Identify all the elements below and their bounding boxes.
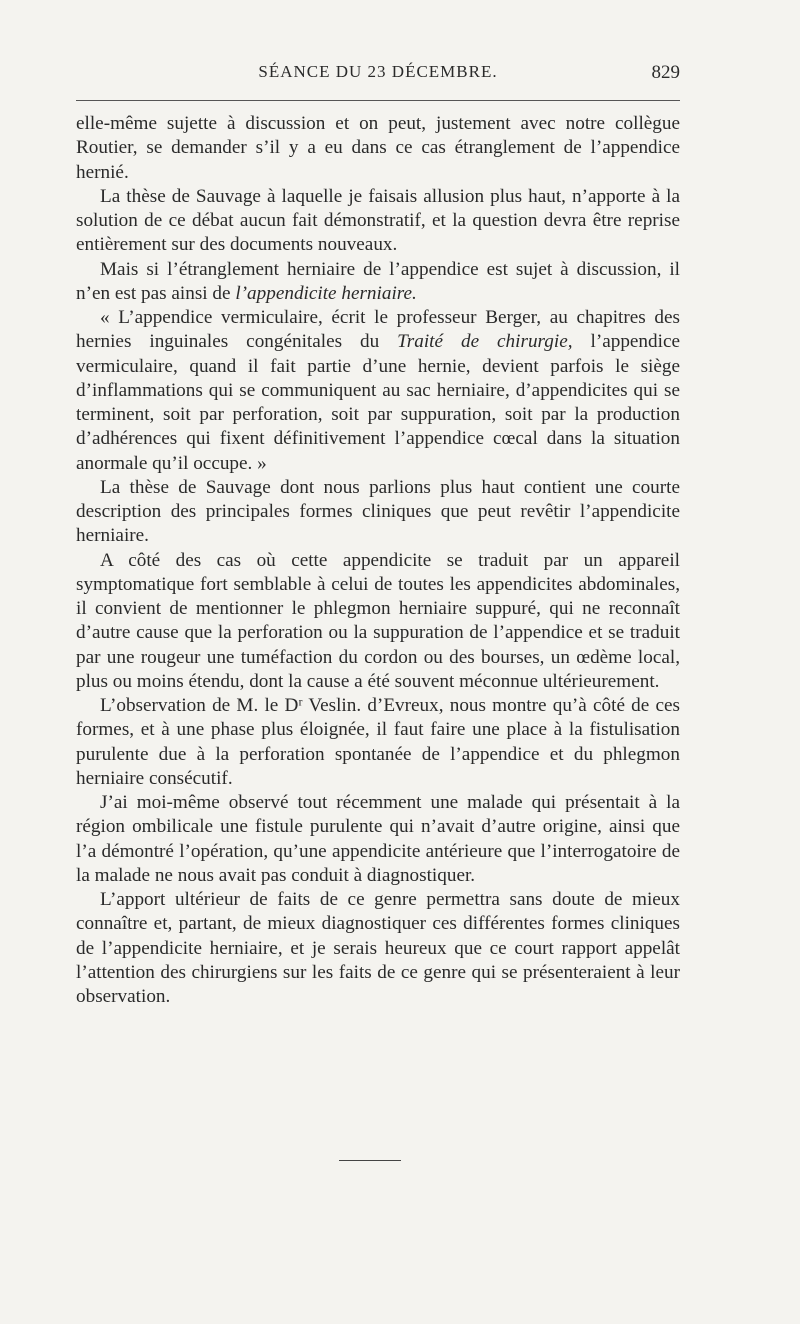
paragraph (76, 694, 680, 791)
page-number: 829 (651, 62, 680, 83)
paragraph (76, 306, 680, 476)
paragraph (76, 112, 680, 185)
italic-text: l’appendicite herniaire. (235, 282, 417, 304)
text-run: l’appendice vermiculaire, quand il fait partie d’une hernie, devient parfois le siège d’inflammations qui se communiquent au sac herniaire, d’appendicites qui se terminent, soit par perforation, soit par suppuration, soit par la production d’adhérences qui fixent définitivement l’appendice cœcal dans la situation anormale qu’il occupe. » (76, 331, 680, 474)
text-run: elle-même sujette à discussion et on peut, justement avec notre collègue Routier, se demander s’il y a eu dans ce cas étranglement de l’appendice hernié. (76, 113, 680, 183)
text-run: La thèse de Sauvage dont nous parlions plus haut contient une courte description des principales formes cliniques que peut revêtir l’appendicite herniaire. (76, 476, 680, 547)
text-run: La thèse de Sauvage à laquelle je faisais allusion plus haut, n’apporte à la solution de ce débat aucun fait démonstratif, et la question devra être reprise entièrement sur des documents nouveaux. (76, 185, 680, 256)
text-run: L’apport ultérieur de faits de ce genre permettra sans doute de mieux connaître et, partant, de mieux diagnostiquer ces différentes formes cliniques de l’appendicite herniaire, et je serais heureux que ce court rapport appelât l’attention des chirurgiens sur les faits de ce genre qui se présenteraient à leur observation. (76, 889, 680, 1007)
italic-text: Traité de chirurgie, (397, 331, 573, 353)
paragraph (76, 476, 680, 549)
paragraph (76, 258, 680, 307)
paragraph (76, 791, 680, 888)
text-run: Mais si l’étranglement herniaire de l’appendice est sujet à discussion, il n’en est pas ainsi de (76, 258, 680, 304)
header-rule (76, 100, 680, 101)
paragraph (76, 888, 680, 1009)
paragraph (76, 185, 680, 258)
running-title: SÉANCE DU 23 DÉCEMBRE. (258, 62, 498, 81)
body-text (76, 112, 680, 1009)
text-run: J’ai moi-même observé tout récemment une malade qui présentait à la région ombilicale une fistule purulente qui n’avait d’autre origine, ainsi que l’a démontré l’opération, qu’une appendicite antérieure que l’interrogatoire de la malade ne nous avait pas conduit à diagnostiquer. (76, 792, 680, 886)
paragraph (76, 549, 680, 695)
text-run: « L’appendice vermiculaire, écrit le professeur Berger, au chapitres des hernies inguinales congénitales du (76, 307, 680, 353)
text-run: L’observation de M. le Dʳ Veslin. d’Evreux, nous montre qu’à côté de ces formes, et à une phase plus éloignée, il faut faire une place à la fistulisation purulente due à la perforation spontanée de l’appendice et du phlegmon herniaire consécutif. (76, 695, 680, 789)
text-run: A côté des cas où cette appendicite se traduit par un appareil symptomatique fort semblable à celui de toutes les appendicites abdominales, il convient de mentionner le phlegmon herniaire suppuré, qui ne reconnaît d’autre cause que la perforation ou la suppuration de l’appendice et se traduit par une rougeur une tuméfaction du cordon ou des bourses, un œdème local, plus ou moins étendu, dont la cause a été souvent méconnue ultérieurement. (76, 549, 680, 692)
end-rule (339, 1160, 401, 1161)
running-head (76, 62, 680, 92)
